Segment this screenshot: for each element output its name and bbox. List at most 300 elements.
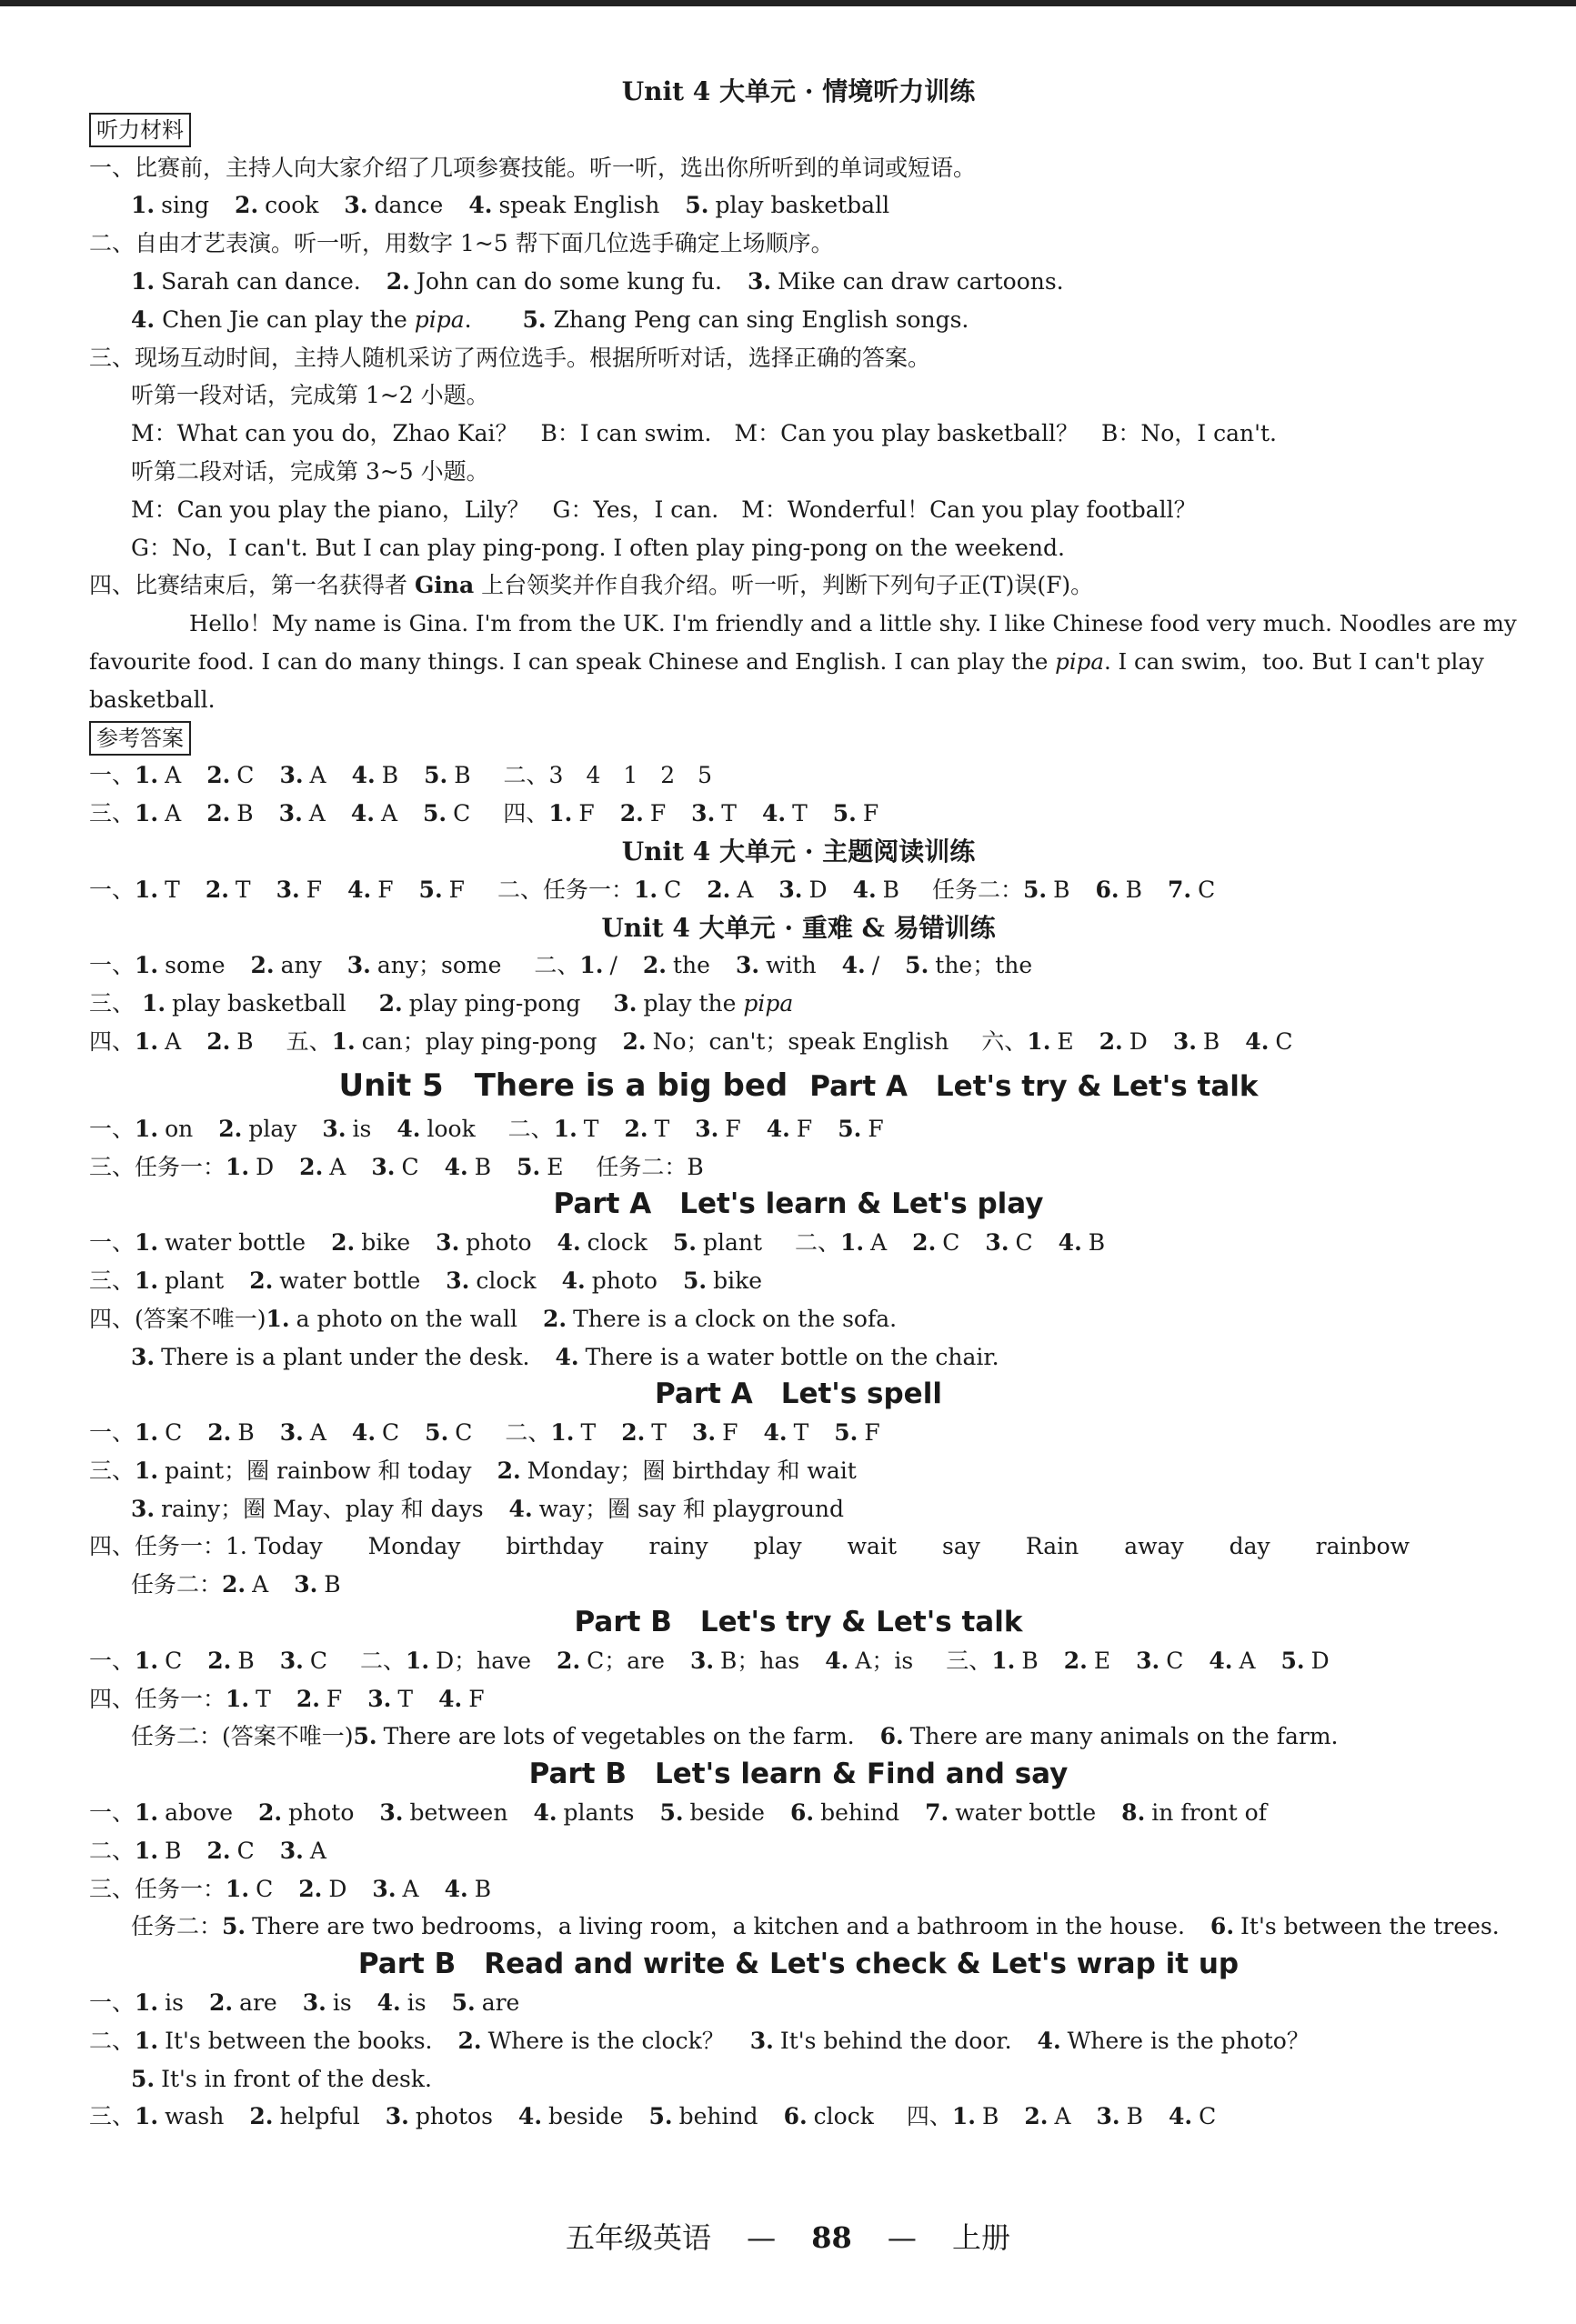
item-text: play ping-pong — [408, 990, 581, 1017]
item-number: 5. — [659, 1799, 684, 1827]
answer-items — [135, 1799, 1292, 1826]
answer-num: 四、任务一： — [89, 1685, 226, 1712]
answer-item — [557, 1229, 647, 1256]
answer-items — [226, 1686, 510, 1712]
item-italic: pipa — [414, 306, 465, 333]
item-text: B — [1088, 1229, 1106, 1257]
answer-row — [89, 1262, 1508, 1300]
item-text: F — [448, 876, 466, 903]
answer-item — [135, 2103, 224, 2129]
answer-item — [222, 1913, 1185, 1939]
answer-items — [554, 1116, 909, 1142]
answer-row — [89, 871, 1508, 909]
item-number: 3. — [689, 1647, 715, 1674]
answer-item — [424, 762, 470, 788]
heading-text: 四、比赛结束后，第一名获得者 — [89, 572, 415, 599]
answer-item — [912, 1229, 959, 1256]
answer-item — [266, 1306, 517, 1332]
item-number: 1. — [226, 1685, 250, 1712]
item-number: 4. — [468, 192, 493, 219]
item-number: 3. — [1096, 2103, 1120, 2130]
answer-item — [624, 1116, 669, 1142]
item-number: 2. — [497, 1457, 521, 1484]
answer-item — [1038, 2028, 1310, 2054]
answer-item — [207, 1648, 254, 1674]
item-text: D — [328, 1875, 347, 1902]
item-number: 1. — [135, 1799, 159, 1827]
item-number: 2. — [624, 1115, 648, 1142]
item-text: photo — [591, 1267, 658, 1294]
item-text: C — [165, 1647, 183, 1674]
item-number: 2. — [912, 1229, 937, 1257]
answer-item — [207, 1838, 255, 1864]
answer-item — [131, 268, 361, 295]
item-text: It's in front of the desk. — [161, 2065, 432, 2092]
item-text: way；圈 say 和 playground — [538, 1495, 845, 1522]
item-text: T — [580, 1419, 597, 1447]
item-text: F — [868, 1115, 884, 1142]
answer-items — [135, 1989, 545, 2016]
answer-item — [280, 1419, 326, 1446]
answer-num: 一、 — [89, 1115, 136, 1142]
item-number: 1. — [135, 1267, 159, 1294]
item-text: plants — [563, 1799, 635, 1827]
answer-item — [695, 1116, 740, 1142]
item-number: 1. — [135, 2103, 159, 2130]
item-text: A — [165, 1027, 182, 1055]
item-text: There are two bedrooms，a living room，a kitchen and a bathroom in the house. — [252, 1913, 1185, 1940]
item-number: 1. — [135, 762, 159, 789]
item-number: 3. — [1136, 1647, 1160, 1674]
item-text: Sarah can dance. — [161, 267, 361, 295]
answer-item — [332, 1028, 597, 1055]
item-number: 3. — [279, 1837, 304, 1864]
answer-item — [298, 1876, 346, 1902]
item-text: wash — [165, 2103, 225, 2130]
answer-row — [89, 1642, 1508, 1680]
answer-item — [1097, 2103, 1143, 2129]
answer-item — [276, 877, 322, 903]
section-title: Part B Let's try & Let's talk — [574, 1606, 1023, 1639]
item-number: 5. — [131, 2065, 156, 2092]
item-number: 4. — [841, 952, 866, 979]
answer-row — [89, 1338, 1508, 1377]
item-number: 1. — [266, 1305, 290, 1332]
item-text: water bottle — [279, 1267, 421, 1294]
item-number: 4. — [350, 800, 375, 827]
item-number: 3. — [691, 800, 716, 827]
answer-item — [222, 1571, 268, 1598]
item-number: 5. — [425, 1419, 449, 1447]
item-number: 4. — [1058, 1229, 1082, 1257]
item-number: 3. — [371, 1153, 396, 1180]
item-text: above — [165, 1799, 234, 1827]
answer-num: 六、 — [981, 1027, 1028, 1055]
item-text: B — [454, 762, 471, 789]
item-number: 2. — [296, 1685, 320, 1712]
answer-items — [226, 1876, 517, 1902]
item-number: 5. — [353, 1723, 377, 1750]
item-text: B — [237, 1419, 255, 1447]
item-number: 4. — [1245, 1027, 1270, 1055]
answer-item — [458, 2028, 725, 2054]
item-text: Where is the clock？ — [487, 2027, 725, 2054]
answer-item — [352, 1419, 399, 1446]
answer-num: 任务二： — [932, 876, 1024, 903]
page-footer — [0, 2215, 1576, 2257]
item-number: 2. — [1063, 1647, 1088, 1674]
item-number: 2. — [1024, 2103, 1049, 2130]
answer-item — [226, 1686, 271, 1712]
item-text: T — [235, 876, 251, 903]
item-text: D — [808, 876, 828, 903]
item-text: C — [1199, 2103, 1217, 2130]
item-text: play basketball — [715, 192, 890, 219]
item-number: 6. — [789, 1799, 815, 1827]
item-number: 3. — [279, 762, 304, 789]
answer-item — [778, 877, 827, 903]
item-number: 1. — [331, 1027, 356, 1055]
item-text: helpful — [279, 2103, 360, 2130]
answer-item — [880, 1723, 1339, 1749]
item-text: a photo on the wall — [296, 1305, 517, 1332]
answer-item — [206, 800, 253, 826]
item-text: B — [882, 876, 900, 903]
item-text: E — [1057, 1027, 1074, 1055]
item-number: 3. — [436, 1229, 460, 1257]
item-number: 4. — [397, 1115, 421, 1142]
answer-row — [89, 1528, 1508, 1566]
item-number: 2. — [642, 952, 668, 979]
item-text: A — [309, 1837, 326, 1864]
answer-item — [423, 800, 470, 826]
item-number: 3. — [279, 1419, 304, 1447]
item-number: 5. — [1023, 876, 1048, 903]
item-number: 1. — [135, 1419, 159, 1447]
item-text: John can do some kung fu. — [416, 267, 722, 295]
answer-item — [135, 952, 226, 978]
item-text: look — [427, 1115, 476, 1142]
item-number: 2. — [621, 1419, 646, 1447]
item-text: A — [252, 1571, 269, 1598]
answer-item — [131, 1496, 484, 1522]
answer-items — [548, 800, 904, 826]
item-number: 1. — [135, 1647, 159, 1674]
item-text: play the — [643, 990, 744, 1017]
answer-item — [1023, 877, 1069, 903]
footer-dash: — — [747, 2220, 777, 2255]
item-number: 5. — [834, 1419, 858, 1447]
item-text: There is a clock on the sofa. — [573, 1305, 898, 1332]
answer-item — [543, 1306, 897, 1332]
item-text: beside — [548, 2103, 624, 2130]
answer-item — [251, 952, 322, 978]
unit-name: Unit 5 There is a big bed — [338, 1067, 788, 1104]
answer-num: 三、 — [89, 800, 136, 827]
item-text: E — [547, 1153, 564, 1180]
item-text: sing — [161, 192, 210, 219]
item-number: 1. — [135, 2027, 159, 2054]
item-number: 3. — [131, 1495, 156, 1522]
answer-item — [497, 1458, 857, 1484]
item-text: photo — [288, 1799, 355, 1827]
item-text: B — [1053, 876, 1070, 903]
item-text: F — [862, 800, 879, 827]
item-number: 5. — [838, 1115, 862, 1142]
item-text: clock — [813, 2103, 874, 2130]
answer-item — [446, 1267, 536, 1294]
answer-item — [135, 2028, 432, 2054]
answer-num: 三、 — [89, 2103, 136, 2130]
label-listening-material: 听力材料 — [89, 113, 191, 147]
item-text: A — [402, 1875, 419, 1902]
item-number: 8. — [1121, 1799, 1146, 1827]
item-text: It's between the books. — [165, 2027, 433, 2054]
answer-row — [89, 1718, 1508, 1756]
item-number: 1. — [633, 876, 658, 903]
item-number: 3. — [695, 1115, 719, 1142]
item-text: C — [401, 1153, 419, 1180]
item-number: 1. — [951, 2103, 976, 2130]
answer-item — [562, 1267, 658, 1294]
answer-text: 1. Today Monday birthday rainy play wait say Rain away day rainbow — [226, 1533, 1410, 1560]
answer-items — [991, 1648, 1354, 1674]
answer-items — [135, 1267, 788, 1294]
item-text: C — [1275, 1027, 1293, 1055]
item-number: 4. — [763, 1419, 788, 1447]
item-number: 3. — [778, 876, 803, 903]
answer-item — [905, 952, 1032, 978]
item-number: 4. — [444, 1153, 468, 1180]
item-text: D；have — [436, 1647, 532, 1674]
answer-num: 三、任务一： — [89, 1875, 226, 1902]
item-number: 6. — [783, 2103, 808, 2130]
item-text: A — [165, 800, 182, 827]
item-text: T — [654, 1115, 670, 1142]
item-number: 4. — [508, 1495, 533, 1522]
answer-item — [548, 800, 594, 826]
answer-item — [279, 762, 326, 788]
answer-row — [89, 1414, 1508, 1452]
item-text: T — [165, 876, 180, 903]
dialogue-line: G：No，I can't. But I can play ping-pong. I often play ping-pong on the weekend. — [131, 534, 1065, 561]
item-number: 1. — [135, 1989, 159, 2017]
answer-item — [509, 1496, 844, 1522]
answer-item — [206, 762, 254, 788]
answer-item — [825, 1648, 913, 1674]
item-text: B — [324, 1571, 341, 1598]
item-text: C — [455, 1419, 473, 1447]
answer-item — [1245, 1028, 1292, 1055]
item-number: 5. — [423, 800, 447, 827]
item-number: 2. — [207, 1647, 232, 1674]
item-number: 3. — [346, 952, 371, 979]
section-title: Part B Let's learn & Find and say — [528, 1758, 1069, 1791]
item-number: 5. — [222, 1913, 246, 1940]
label-row — [89, 719, 1508, 757]
item-number: 2. — [1099, 1027, 1123, 1055]
answer-item — [344, 192, 443, 218]
answer-row — [89, 1224, 1508, 1262]
item-text: A — [309, 1419, 326, 1447]
item-number: 1. — [141, 990, 166, 1017]
item-number: 1. — [550, 1419, 575, 1447]
answer-num: 二、 — [534, 952, 580, 979]
item-number: 2. — [206, 800, 231, 827]
answer-num: 二、 — [359, 1647, 406, 1674]
item-number: 1. — [226, 1153, 250, 1180]
answer-item — [554, 1116, 599, 1142]
answer-item — [833, 800, 878, 826]
question-heading — [89, 566, 1508, 605]
item-text: plant — [165, 1267, 225, 1294]
item-text: F — [377, 876, 394, 903]
answer-items — [332, 1028, 975, 1055]
item-number: 3. — [322, 1115, 346, 1142]
answer-item — [135, 877, 180, 903]
answer-num: 一、 — [89, 1419, 136, 1447]
answer-num: 任务二： — [131, 1571, 223, 1598]
answer-items — [840, 1229, 1130, 1256]
answer-item — [925, 1799, 1096, 1826]
item-number: 1. — [135, 800, 159, 827]
answer-item — [557, 1648, 665, 1674]
answer-items — [135, 2103, 899, 2129]
answer-item — [206, 1028, 253, 1055]
item-number: 4. — [131, 306, 156, 333]
answer-item — [659, 1799, 765, 1826]
item-text: F — [796, 1115, 813, 1142]
answer-item — [1209, 1648, 1255, 1674]
item-number: 5. — [522, 306, 547, 333]
item-number: 3. — [276, 876, 300, 903]
answer-item — [206, 877, 251, 903]
item-text: B — [474, 1875, 492, 1902]
item-number: 3. — [1172, 1027, 1197, 1055]
item-number: 4. — [1037, 2027, 1061, 2054]
item-number: 2. — [331, 1229, 356, 1257]
passage-line: basketball. — [89, 686, 216, 713]
answer-num: 任务二：(答案不唯一) — [131, 1723, 354, 1750]
item-text: C — [256, 1875, 274, 1902]
answer-num: 一、 — [89, 876, 136, 903]
item-text: F — [468, 1685, 485, 1712]
answer-item — [621, 1419, 667, 1446]
item-text: C — [453, 800, 471, 827]
item-text: B — [236, 800, 254, 827]
item-text: B — [981, 2103, 999, 2130]
item-text: speak English — [498, 192, 660, 219]
item-number: 4. — [376, 1989, 401, 2017]
answer-item — [692, 1419, 738, 1446]
answer-item — [1136, 1648, 1183, 1674]
answer-item — [1027, 1028, 1073, 1055]
answer-item — [354, 1723, 855, 1749]
item-text: There are many animals on the farm. — [909, 1723, 1339, 1750]
item-text: is — [352, 1115, 372, 1142]
item-text: Zhang Peng can sing English songs. — [553, 306, 969, 333]
item-text: B — [381, 762, 399, 789]
section-title: Unit 4 大单元 · 情境听力训练 — [621, 76, 976, 106]
item-text: T — [651, 1419, 667, 1447]
answer-num: 一、 — [89, 1647, 136, 1674]
item-text: E — [1093, 1647, 1111, 1674]
item-text: can；play ping-pong — [361, 1027, 597, 1055]
item-text: the — [673, 952, 710, 979]
answer-item — [673, 1229, 762, 1256]
item-text: rainy；圈 May、play 和 days — [161, 1495, 484, 1522]
unit-title — [89, 1061, 1508, 1110]
section-title: Part A Let's learn & Let's play — [553, 1187, 1044, 1221]
item-text: play basketball — [172, 990, 346, 1017]
item-number: 3. — [691, 1419, 717, 1447]
item-number: 2. — [249, 1267, 274, 1294]
answer-item — [207, 1419, 254, 1446]
instruction: 听第二段对话，完成第 3~5 小题。 — [131, 457, 489, 485]
answer-num: 二、 — [89, 2027, 136, 2054]
item-number: 2. — [206, 1837, 231, 1864]
item-text: bike — [361, 1229, 411, 1257]
item-text: Where is the photo？ — [1067, 2027, 1310, 2054]
item-number: 7. — [925, 1799, 949, 1827]
answer-item — [386, 2103, 493, 2129]
answer-items — [135, 1648, 353, 1674]
answer-item — [351, 800, 397, 826]
item-number: 5. — [672, 1229, 697, 1257]
answer-item — [707, 877, 753, 903]
answer-items — [406, 1648, 939, 1674]
answer-item — [322, 1116, 371, 1142]
item-number: 5. — [905, 952, 929, 979]
item-text: are — [239, 1989, 277, 2017]
answer-item — [135, 1648, 182, 1674]
answer-row — [89, 985, 1508, 1023]
section-title: Unit 4 大单元 · 主题阅读训练 — [621, 836, 976, 866]
answer-num: 任务二： — [131, 1913, 223, 1940]
item-text: B；has — [720, 1647, 800, 1674]
item-text: with — [766, 952, 817, 979]
item-text: B — [1126, 2103, 1143, 2130]
answer-items — [135, 1116, 501, 1142]
item-number: 1. — [226, 1875, 250, 1902]
item-text: Monday；圈 birthday 和 wait — [527, 1457, 857, 1484]
dialogue-line: M：Can you play the piano，Lily？ G：Yes，I can. M：Wonderful！Can you play football？ — [131, 496, 1197, 523]
item-number: 2. — [218, 1115, 243, 1142]
item-text: C；are — [587, 1647, 665, 1674]
item-text: Mike can draw cartoons. — [778, 267, 1064, 295]
answer-item — [371, 1154, 418, 1180]
heading-text: 上台领奖并作自我介绍。听一听，判断下列句子正(T)误(F)。 — [474, 572, 1094, 599]
answer-item — [648, 2103, 758, 2129]
item-number: 2. — [622, 1027, 647, 1055]
item-number: 4. — [761, 800, 787, 827]
item-text: beside — [689, 1799, 765, 1827]
answer-item — [279, 800, 326, 826]
item-text: T — [256, 1685, 271, 1712]
answer-items — [135, 1838, 352, 1864]
item-number: 4. — [561, 1267, 586, 1294]
item-number: 2. — [206, 762, 231, 789]
answer-items — [135, 762, 497, 788]
item-number: 4. — [347, 876, 372, 903]
answer-item — [556, 1344, 999, 1370]
item-text: / — [871, 952, 880, 979]
item-text: F — [864, 1419, 880, 1447]
item-text: / — [609, 952, 617, 979]
item-number: 4. — [766, 1115, 790, 1142]
item-text: B — [1021, 1647, 1039, 1674]
item-number: 2. — [378, 990, 403, 1017]
